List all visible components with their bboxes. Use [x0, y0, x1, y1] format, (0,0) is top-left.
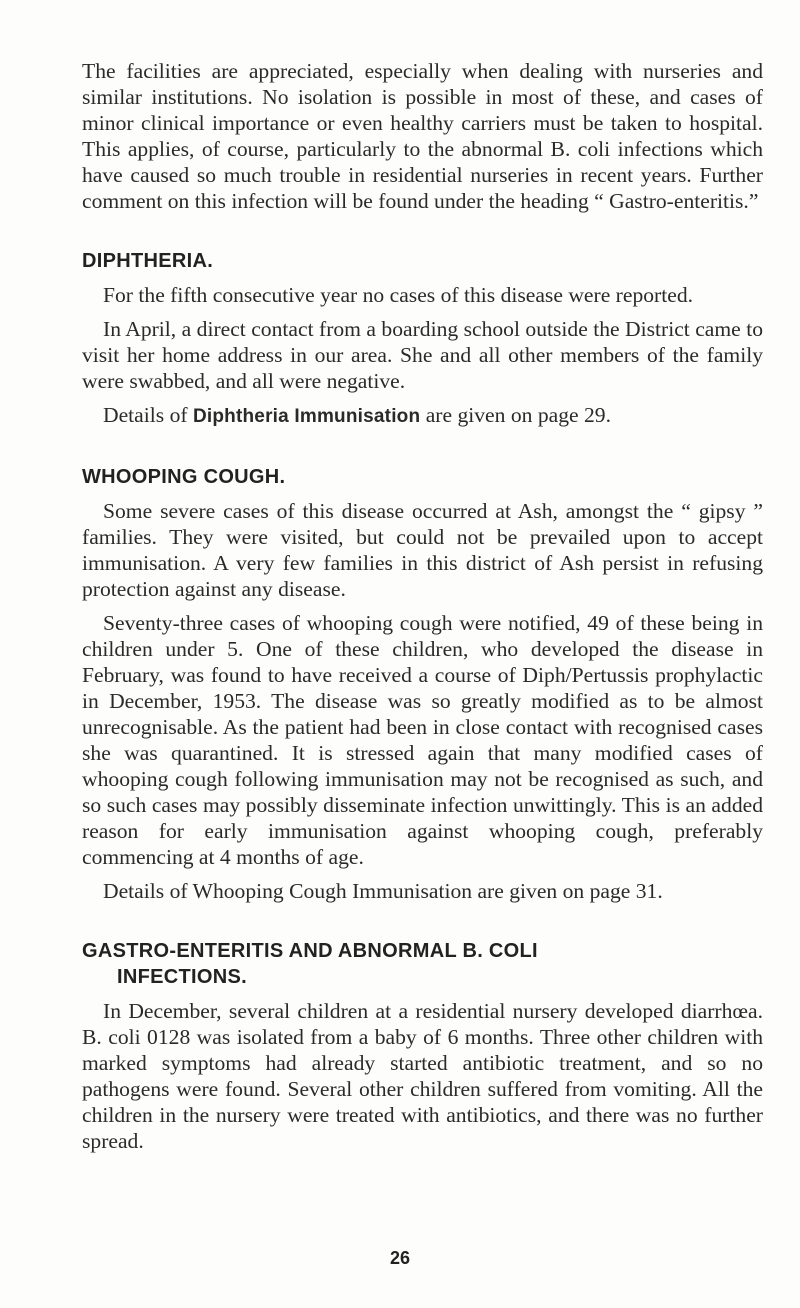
section-heading-gastro-enteritis	[82, 938, 763, 990]
diphtheria-p3-tail: are given on page 29.	[420, 403, 611, 427]
diphtheria-paragraph-3	[82, 402, 763, 430]
intro-paragraph: The facilities are appreciated, especially when dealing with nurseries and similar institutions. No isolation is possible in most of these, and cases of minor clinical importance or even healthy carriers must be taken to hospital. This applies, of course, particularly to the abnormal B. coli infections which have caused so much trouble in residential nurseries in recent years. Further comment on this infection will be found under the heading “ Gastro-enteritis.”	[82, 59, 763, 213]
diphtheria-paragraph-2: In April, a direct contact from a boarding school outside the District came to visit her home address in our area. She and all other members of the family were swabbed, and all were negative.	[82, 317, 763, 393]
gastro-heading-line-2: INFECTIONS.	[117, 966, 247, 988]
page-body	[82, 58, 763, 1154]
diphtheria-paragraph-1: For the fifth consecutive year no cases of this disease were reported.	[103, 283, 694, 307]
page-number: 26	[389, 1248, 411, 1268]
gastro-heading-line-1: GASTRO-ENTERITIS AND ABNORMAL B. COLI	[82, 940, 538, 962]
gastro-paragraph-1: In December, several children at a residential nursery developed diarrhœa. B. coli 0128 was isolated from a baby of 6 months. Three other children with marked symptoms had already started antibiotic treatment, and so no pathogens were found. Several other children suffered from vomiting. All the children in the nursery were treated with antibiotics, and there was no further spread.	[82, 999, 763, 1153]
whooping-paragraph-1: Some severe cases of this disease occurred at Ash, amongst the “ gipsy ” families. They were visited, but could not be prevailed upon to accept immunisation. A very few families in this district of Ash persist in refusing protection against any disease.	[82, 499, 763, 601]
diphtheria-immunisation-ref: Diphtheria Immunisation	[192, 406, 421, 427]
diphtheria-p3-lead: Details of	[103, 403, 193, 427]
whooping-paragraph-3: Details of Whooping Cough Immunisation are given on page 31.	[103, 879, 663, 903]
whooping-paragraph-2: Seventy-three cases of whooping cough were notified, 49 of these being in children under 5. One of these children, who developed the disease in February, was found to have received a course of Diph/Pertussis prophylactic in December, 1953. The disease was so greatly modified as to be almost unrecognisable. As the patient had been in close contact with recognised cases she was quarantined. It is stressed again that many modified cases of whooping cough following immunisation may not be recognised as such, and so such cases may possibly disseminate infection unwittingly. This is an added reason for early immunisation against whooping cough, preferably commencing at 4 months of age.	[82, 611, 763, 869]
section-heading-diphtheria: DIPHTHERIA.	[82, 250, 214, 272]
section-heading-whooping-cough: WHOOPING COUGH.	[82, 466, 286, 488]
